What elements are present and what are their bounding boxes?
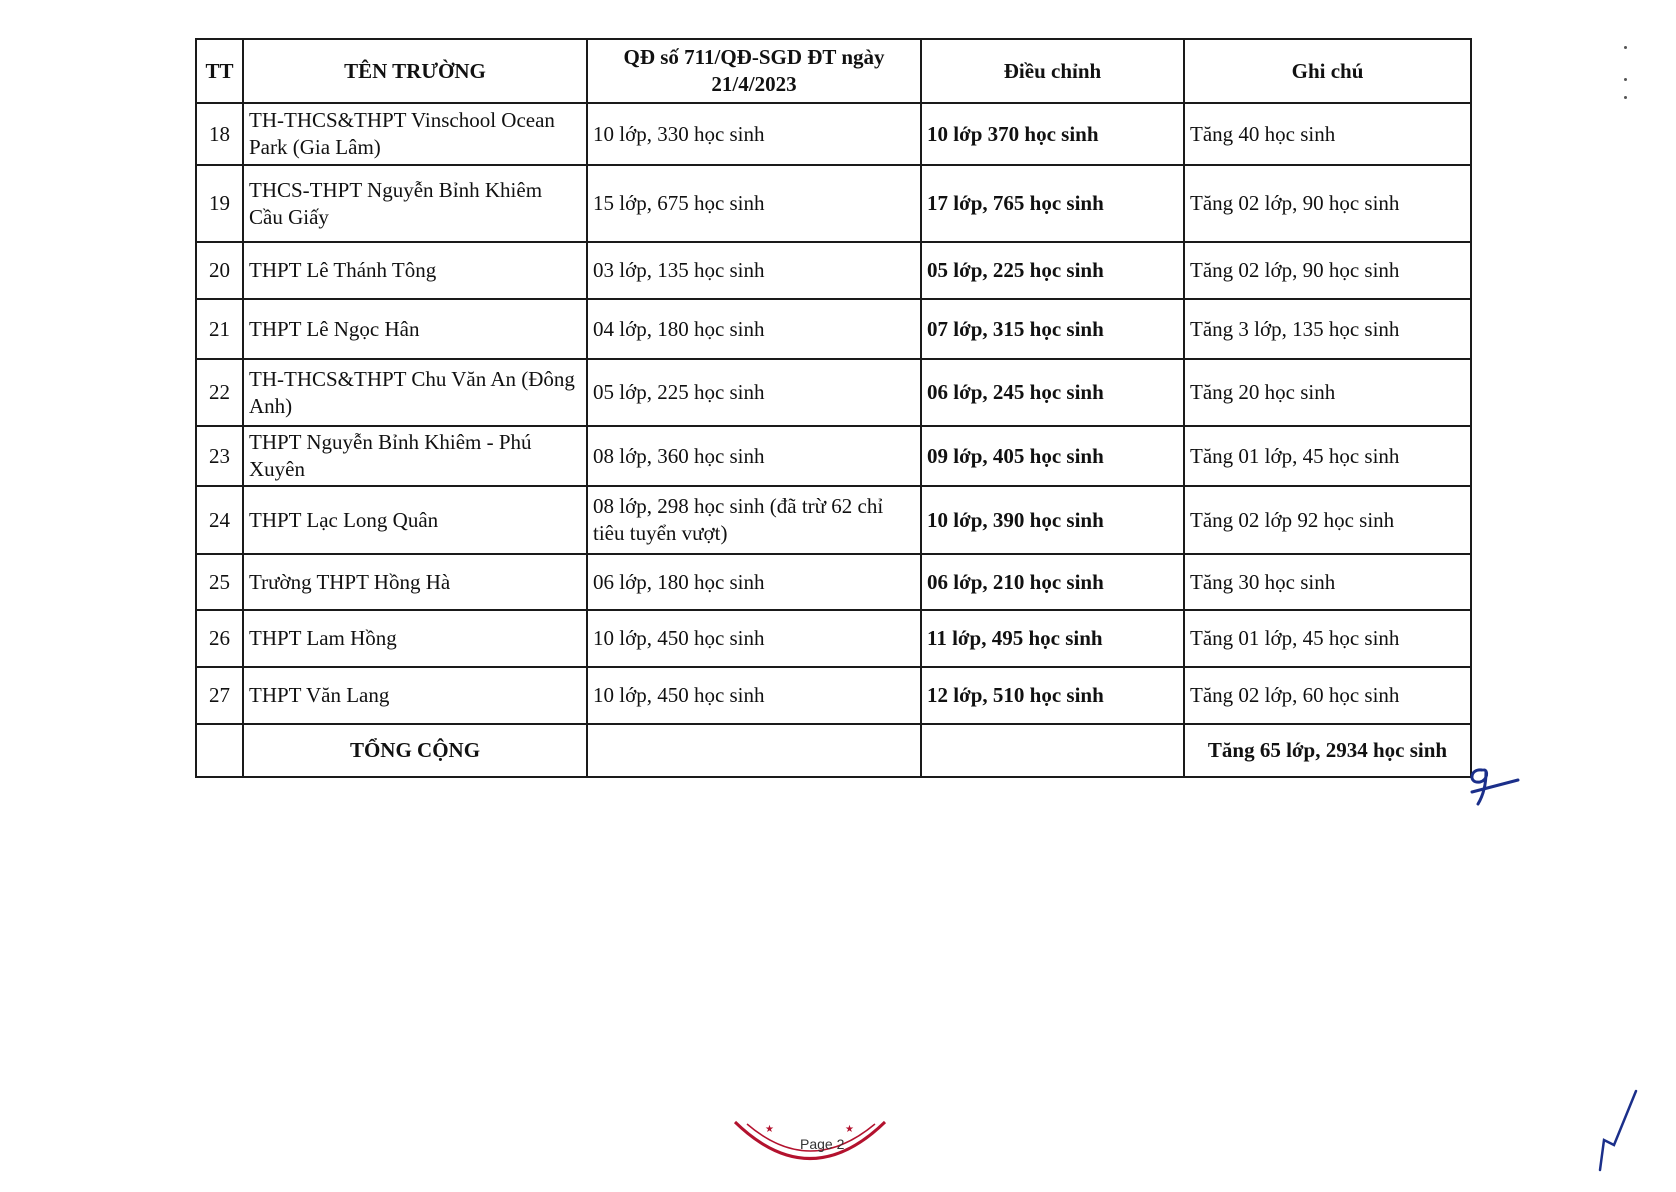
table-row: [196, 165, 1471, 242]
table-row: [196, 103, 1471, 165]
adjusted-quota: 17 lớp, 765 học sinh: [921, 165, 1184, 242]
header-note: Ghi chú: [1184, 39, 1471, 103]
table-row: [196, 426, 1471, 486]
row-number: 21: [196, 299, 243, 359]
row-note: Tăng 02 lớp 92 học sinh: [1184, 486, 1471, 554]
decision-quota: 15 lớp, 675 học sinh: [587, 165, 921, 242]
row-note: Tăng 40 học sinh: [1184, 103, 1471, 165]
school-name: THPT Lê Ngọc Hân: [243, 299, 587, 359]
adjusted-quota: 05 lớp, 225 học sinh: [921, 242, 1184, 299]
table-row: [196, 554, 1471, 610]
table-header-row: [196, 39, 1471, 103]
total-note: Tăng 65 lớp, 2934 học sinh: [1184, 724, 1471, 777]
row-number: 20: [196, 242, 243, 299]
school-name: THPT Lạc Long Quân: [243, 486, 587, 554]
adjusted-quota: 11 lớp, 495 học sinh: [921, 610, 1184, 667]
total-empty-cell: [921, 724, 1184, 777]
decision-quota: 08 lớp, 298 học sinh (đã trừ 62 chỉ tiêu tuyển vượt): [587, 486, 921, 554]
school-name: THCS-THPT Nguyễn Bỉnh Khiêm Cầu Giấy: [243, 165, 587, 242]
decision-quota: 08 lớp, 360 học sinh: [587, 426, 921, 486]
scan-dot: [1624, 78, 1627, 81]
adjusted-quota: 07 lớp, 315 học sinh: [921, 299, 1184, 359]
decision-quota: 10 lớp, 450 học sinh: [587, 610, 921, 667]
decision-quota: 05 lớp, 225 học sinh: [587, 359, 921, 426]
header-decision: QĐ số 711/QĐ-SGD ĐT ngày 21/4/2023: [587, 39, 921, 103]
school-name: THPT Nguyễn Bỉnh Khiêm - Phú Xuyên: [243, 426, 587, 486]
decision-quota: 03 lớp, 135 học sinh: [587, 242, 921, 299]
total-label: TỔNG CỘNG: [243, 724, 587, 777]
decision-quota: 10 lớp, 330 học sinh: [587, 103, 921, 165]
page-number-label: Page 2: [800, 1136, 845, 1152]
row-note: Tăng 01 lớp, 45 học sinh: [1184, 610, 1471, 667]
school-quota-table: [195, 38, 1472, 778]
table-row: [196, 299, 1471, 359]
row-number: 25: [196, 554, 243, 610]
total-row: [196, 724, 1471, 777]
row-note: Tăng 02 lớp, 90 học sinh: [1184, 242, 1471, 299]
total-empty-cell: [587, 724, 921, 777]
school-name: THPT Lam Hồng: [243, 610, 587, 667]
school-name: THPT Văn Lang: [243, 667, 587, 724]
scan-dot: [1624, 46, 1627, 49]
school-name: TH-THCS&THPT Vinschool Ocean Park (Gia Lâm): [243, 103, 587, 165]
adjusted-quota: 10 lớp 370 học sinh: [921, 103, 1184, 165]
row-number: 22: [196, 359, 243, 426]
row-number: 27: [196, 667, 243, 724]
row-note: Tăng 20 học sinh: [1184, 359, 1471, 426]
row-note: Tăng 01 lớp, 45 học sinh: [1184, 426, 1471, 486]
adjusted-quota: 12 lớp, 510 học sinh: [921, 667, 1184, 724]
row-note: Tăng 02 lớp, 90 học sinh: [1184, 165, 1471, 242]
row-number: 26: [196, 610, 243, 667]
handwritten-initial-icon: [1462, 760, 1522, 810]
adjusted-quota: 06 lớp, 210 học sinh: [921, 554, 1184, 610]
table-row: [196, 242, 1471, 299]
table-row: [196, 486, 1471, 554]
row-note: Tăng 02 lớp, 60 học sinh: [1184, 667, 1471, 724]
total-empty-cell: [196, 724, 243, 777]
row-note: Tăng 3 lớp, 135 học sinh: [1184, 299, 1471, 359]
svg-text:★: ★: [845, 1124, 854, 1135]
adjusted-quota: 06 lớp, 245 học sinh: [921, 359, 1184, 426]
table-row: [196, 667, 1471, 724]
table-row: [196, 610, 1471, 667]
school-name: THPT Lê Thánh Tông: [243, 242, 587, 299]
row-note: Tăng 30 học sinh: [1184, 554, 1471, 610]
adjusted-quota: 10 lớp, 390 học sinh: [921, 486, 1184, 554]
school-name: Trường THPT Hồng Hà: [243, 554, 587, 610]
row-number: 24: [196, 486, 243, 554]
decision-quota: 10 lớp, 450 học sinh: [587, 667, 921, 724]
row-number: 23: [196, 426, 243, 486]
scan-dot: [1624, 96, 1627, 99]
row-number: 18: [196, 103, 243, 165]
header-school-name: TÊN TRƯỜNG: [243, 39, 587, 103]
header-adjustment: Điều chỉnh: [921, 39, 1184, 103]
handwritten-stroke-icon: [1590, 1085, 1640, 1175]
row-number: 19: [196, 165, 243, 242]
decision-quota: 04 lớp, 180 học sinh: [587, 299, 921, 359]
adjusted-quota: 09 lớp, 405 học sinh: [921, 426, 1184, 486]
svg-text:★: ★: [765, 1124, 774, 1135]
table-row: [196, 359, 1471, 426]
school-name: TH-THCS&THPT Chu Văn An (Đông Anh): [243, 359, 587, 426]
decision-quota: 06 lớp, 180 học sinh: [587, 554, 921, 610]
header-tt: TT: [196, 39, 243, 103]
